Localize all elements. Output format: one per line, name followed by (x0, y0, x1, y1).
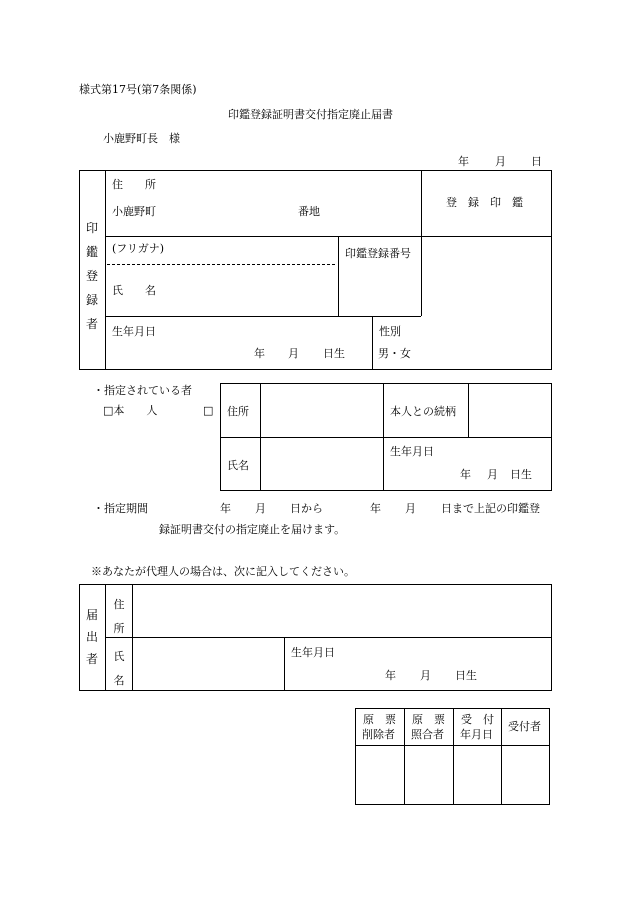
designated-dob-label: 生年月日 (390, 445, 434, 458)
registrant-dob-month: 月 (288, 347, 299, 360)
period-label: ・指定期間 (93, 502, 148, 515)
registrant-dob-year: 年 (254, 347, 265, 360)
furigana-label: (フリガナ) (112, 242, 165, 255)
office-col1-line2: 削除者 (362, 728, 395, 741)
office-col3-line1: 受 付 (461, 713, 494, 726)
date-month-label: 月 (495, 155, 506, 168)
registrant-name-label: 氏 名 (112, 284, 156, 297)
designated-dob-year: 年 (460, 468, 471, 481)
date-day-label: 日 (531, 155, 542, 168)
designated-dob-day: 日生 (510, 468, 532, 481)
agent-side-label: 届出者 (85, 608, 98, 666)
relation-label: 本人との続柄 (390, 405, 456, 418)
designated-dob-month: 月 (487, 468, 498, 481)
office-col2-line2: 照合者 (411, 728, 444, 741)
registrant-dob-label: 生年月日 (112, 325, 156, 338)
period-from-month: 月 (255, 502, 266, 515)
seal-label: 登 録 印 鑑 (446, 196, 523, 209)
registrant-side-label: 印鑑登録者 (85, 221, 98, 331)
registration-number-label: 印鑑登録番号 (345, 247, 411, 260)
agent-name-label: 氏名 (113, 650, 125, 687)
office-col3-line2: 年月日 (460, 728, 493, 741)
addressee: 小鹿野町長 様 (103, 132, 180, 145)
agent-dob-day: 日生 (455, 669, 477, 682)
form-number: 様式第17号(第7条関係) (79, 83, 197, 96)
agent-dob-label: 生年月日 (291, 646, 335, 659)
agent-dob-year: 年 (385, 669, 396, 682)
agent-dob-month: 月 (420, 669, 431, 682)
date-year-label: 年 (458, 155, 469, 168)
checkbox-self[interactable]: □本 人 (103, 404, 158, 417)
period-to-month: 月 (405, 502, 416, 515)
designated-name-label: 氏名 (227, 459, 249, 472)
office-col1-line1: 原 票 (363, 713, 396, 726)
form-title: 印鑑登録証明書交付指定廃止届書 (228, 108, 393, 121)
period-to-day: 日まで上記の印鑑登 (441, 502, 540, 515)
agent-address-label: 住所 (113, 598, 125, 635)
gender-options[interactable]: 男・女 (378, 347, 411, 360)
agent-note: ※あなたが代理人の場合は、次に記入してください。 (91, 565, 355, 578)
registrant-address-label: 住 所 (112, 178, 156, 191)
gender-label: 性別 (379, 325, 401, 338)
office-col2-line1: 原 票 (412, 713, 445, 726)
registrant-dob-day: 日生 (323, 347, 345, 360)
period-line2: 録証明書交付の指定廃止を届けます。 (159, 523, 346, 536)
designated-label: ・指定されている者 (93, 384, 192, 397)
period-from-year: 年 (220, 502, 231, 515)
period-to-year: 年 (370, 502, 381, 515)
checkbox-other[interactable]: □ (203, 404, 214, 417)
registrant-town[interactable]: 小鹿野町 (112, 205, 156, 218)
seal-area[interactable] (422, 237, 550, 369)
period-from-day: 日から (290, 502, 323, 515)
designated-address-label: 住所 (227, 405, 249, 418)
office-col4: 受付者 (508, 720, 541, 733)
registrant-banchi[interactable]: 番地 (298, 205, 320, 218)
